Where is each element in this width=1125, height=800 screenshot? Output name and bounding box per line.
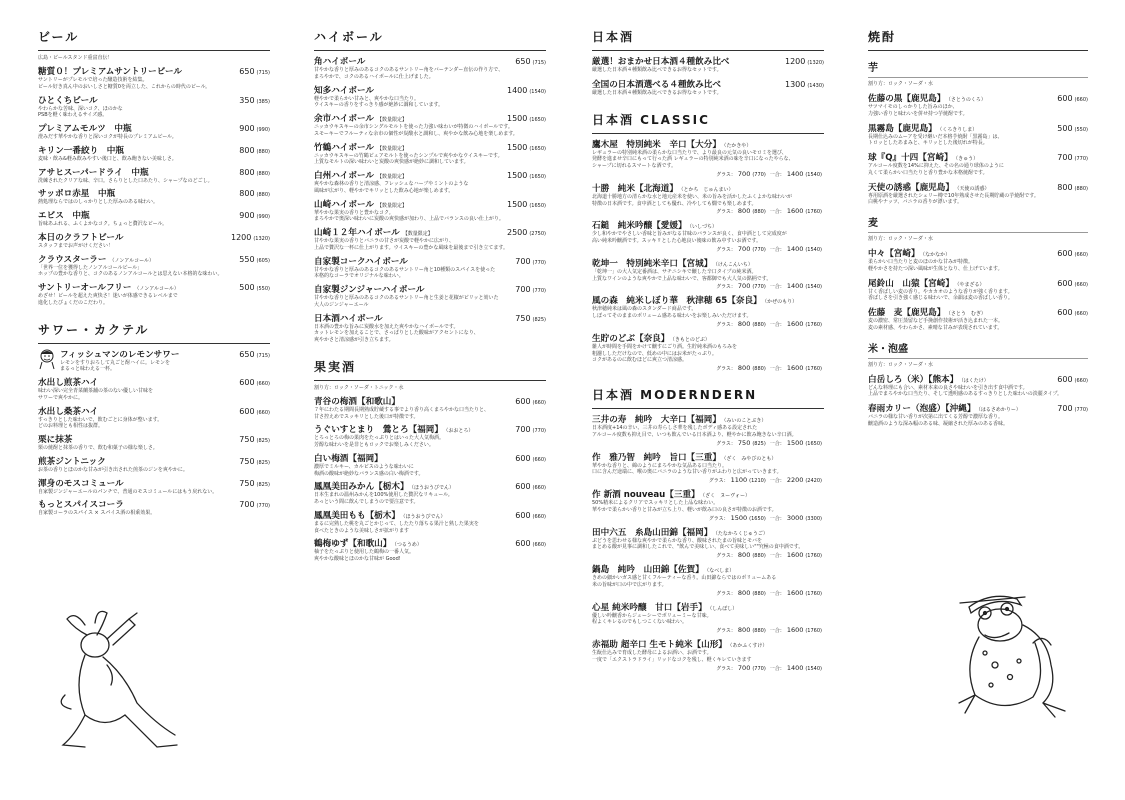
menu-item: アサヒスーパードライ 中瓶 800 (880) 洗練されたクリアな味、辛口。さらりとした口あたり、シャープなのどごし。 [38, 167, 270, 184]
menu-item: 青谷の梅酒【和歌山】 600 (660) ７年にわたる期間長期熟成貯蔵する事でより香り高くまろやかな口当たりと、 甘さ控えめでスッキリとした後口が特徴です。 [314, 396, 546, 420]
menu-item: 水出し桑茶ハイ 600 (660) すっきりとした味わいで、飲むごとに身体が整います。 どのお料理とも相性は抜群。 [38, 406, 270, 430]
menu-item: フィッシュマンのレモンサワー 650 (715) レモンをすりおろして丸ごと酎ハイに。レモンを まるっと味わえる一杯。 [38, 348, 270, 374]
fisherman-face-icon [38, 348, 56, 370]
menu-item: 山崎ハイボール 【数量限定】 1500 (1650) 華やかな果実の香りと豊かなコク。 まろやかで奥深い味わいに炭酸の爽快感が加わり、上品でバランスの良い仕上がり。 [314, 199, 546, 223]
column-beer-sour [38, 28, 270, 517]
subsection-title-mugi: 麦 [868, 214, 1088, 233]
menu-item: 田中六五 糸島山田錦【福岡】 （たなかろくじゅうご） ぶどうを思わせる様な爽やかで柔らかな香り、酸味されたまの旨味とモバを まとめる酸が見事に調和したこれで、"飲んで美味しい、食べて美味しい""究極の食中酒です。 グラス： 800 (880) 一合： 1600 (1760) [592, 527, 822, 559]
menu-item: 自家製ジンジャーハイボール 700 (770) 甘やかな香りと厚みのあるコクのあるサントリー角と生姜と花椒がピリッと効いた 大人のジンジャーエール [314, 285, 546, 308]
imo-note: 割り方：ロック・ソーダ・水 [868, 81, 933, 87]
menu-item: エビス 中瓶 900 (990) 旨味あふれる、ふくよかなコク。ちょっと贅沢なビール。 [38, 211, 270, 227]
menu-item: 渾身のモスコミュール 750 (825) 自家製ジンジャーエールのパンチで、普通のモスコミュールにはもう戻れない。 [38, 478, 270, 495]
menu-item: 日本酒ハイボール 750 (825) 日本酒の豊かな旨みに炭酸水を加えた爽やかなハイボールです。 カットレモンを加えることで、さっぱりとした酸味がアクセントになり、 爽やかさと清涼感が引き立ちます。 [314, 313, 546, 343]
menu-item: 知多ハイボール 1400 (1540) 軽やかで柔らかい甘みと、爽やかな口当たり。 ウイスキーの香りをすっきり感が絶妙に調和しています。 [314, 85, 546, 109]
menu-item: 鶴梅ゆず【和歌山】 （つるうめ） 600 (660) 柚子をたっぷりと使用した鶴梅の一番人気。 爽やかな酸味とほのかな甘味が Good! [314, 539, 546, 562]
menu-item: 佐藤の黒【鹿児島】 （さとうのくろ） 600 (660) サツマイモのしっかりした旨みのほか、 力強い香りと味わいを併せ持つ芋焼酎です。 [868, 94, 1088, 117]
sake-modern-list [592, 413, 824, 672]
subsection-title-kome: 米・泡盛 [868, 340, 1088, 359]
column-shochu [868, 28, 1088, 428]
menu-item: 煎茶ジントニック 750 (825) お茶の香りとほのかな甘みが引き出された煎茶のジンを爽やかに。 [38, 456, 270, 473]
menu-item: 白岳しろ（米）【熊本】 （はくたけ） 600 (660) どんな料理にも合い、素材本来の良さや味わいを引き出す食中酒です。 上品でまろやかな口当たり、そして透明感のあるすっきりとした味わいの淡麗タイプ。 [868, 374, 1088, 398]
menu-item: 竹鶴ハイボール 【数量限定】 1500 (1650) ニッカウキスキーの竹鶴ピュアモルトを使ったシンプルで爽やかなウイスキーです。 上質なモルトの深い味わいと炭酸の爽快感が絶妙に調和しています。 [314, 142, 546, 166]
menu-item: 白州ハイボール 【数量限定】 1500 (1650) 爽やかな森林の香りと清涼感、フレッシュなハーブやミントのような 風味が広がり、軽やかでキリッとした飲み心地が楽しめます。 [314, 171, 546, 194]
menu-item: 鳳凰美田みかん【栃木】 （ほうおうびでん） 600 (660) 日本生まれの温州みかんを100%使用した贅沢なリキュール。 あっという間に飲んでしまうので要注意です。 [314, 482, 546, 505]
menu-item: 糖質０！プレミアムサントリービール 650 (715) サントリーがプレモルで培った醸造技術を結集。 ビール好き真ん中のおいしさと糖質0を両立した、これからの時代のビール。 [38, 67, 270, 90]
menu-item: 佐藤 麦【鹿児島】 （さとう むぎ） 600 (660) 麦の濃密、常圧蒸留など手挽創作技術が活き込まれた一本。 麦の素材感、やわらかさ、素晴な甘みが表現されています。 [868, 308, 1088, 331]
menu-item: 風の森 純米しぼり華 秋津穂 65【奈良】 （かぜのもり） 秋津穂純米は風の森のスタンダード商品です。 しぼってそのままのボリューム感ある味わいをお楽しみいただけます。 グラス： 800 (880) 一合： 1600 (1760) [592, 296, 822, 328]
fruit-note: 割り方：ロック・ソーダ・トニック・水 [314, 384, 404, 391]
menu-item: 中々【宮崎】 （なかなか） 600 (660) 柔らかい口当たりと麦のほのかな甘みが特徴。 軽やかさを持たつ深い風味が生体となり、仕上げています。 [868, 249, 1088, 272]
section-title-shochu: 焼酎 [868, 28, 1088, 51]
menu-item: 尾鈴山 山猿【宮崎】 （やまざる） 600 (660) 甘く香ばしい麦の香り。やカカオのような香りが強く香ります。 香ばしさを引き強く感じる味わいで、余韻は麦の香ばしい香り。 [868, 278, 1088, 302]
kome-note: 割り方：ロック・ソーダ・水 [868, 361, 933, 368]
menu-item: サッポロ赤星 中瓶 800 (880) 熱処理ならではのしっかりとした厚みのある味わい。 [38, 189, 270, 206]
sake-classic-list [592, 138, 824, 373]
column-sake [592, 28, 824, 672]
kome-list [868, 373, 1088, 428]
sour-list [38, 348, 270, 518]
sake-list [592, 55, 824, 97]
section-title-sake-modern: 日本酒 MODERNDERN [592, 386, 824, 409]
menu-item: 赤福助 超辛口 生モト純米【山形】 （あかふくすけ） 生酛仕込みで育成した酵母によるお酒い、お酒です。 一度で「エクストラドライ」リッドなコクを残し、軽くキレていきます グラス： 700 (770) 一合： 1400 (1540) [592, 640, 822, 672]
menu-item: 厳選！おまかせ日本酒４種飲み比べ 1200 (1320) 厳選した日本酒４種類飲み比べできるお得なセットです。 [592, 57, 824, 73]
beer-list [38, 65, 270, 307]
menu-item: 全国の日本酒選べる４種飲み比べ 1300 (1430) 厳選した日本酒４種類飲み比べできるお得なセットです。 [592, 79, 824, 96]
menu-item: 栗に抹茶 750 (825) 栗の焼酎と抹茶の香りで、飲む和菓子の様な楽しさ。 [38, 435, 270, 451]
beer-intro: 広島・ビールスタンド重富直伝！ [38, 55, 113, 61]
rabbit-drinking-illustration [45, 605, 185, 755]
menu-item: サントリーオールフリー （ノンアルコール） 500 (550) めざせ！ビールを超えた爽快さ！迷いが体感できるレベルまで 進化したびょくだのこだわり。 [38, 283, 270, 306]
menu-item: 春雨カリー（泡盛）【沖縄】 （はるさめかりー） 700 (770) バニラの様な甘い香りが次第に出てくる芳醇で濃厚な香り。 醸造酒のような深み幅のある味、凝縮された厚みのある香味。 [868, 404, 1088, 427]
menu-item: プレミアムモルツ 中瓶 900 (990) 澄みだす華やかな香りと深いコクが特長のプレミアムビール。 [38, 124, 270, 140]
menu-item: 石鎚 純米吟醸【愛媛】 （いしづち） 少し和やかでやさしい香味と旨みがなる甘味のバランスが良く、食中酒として完成度が 高い純米吟醸酒です。スッキリとした心地良い後味の飲み中すいお酒です。 グラス： 700 (770) 一合： 1400 (1540) [592, 221, 822, 253]
menu-item: 白い梅酒【福岡】 600 (660) 濃厚でミルキー、カルピスのような味わいに 梅酒の酸味が絶妙なバランス感の白い梅酒です。 [314, 453, 546, 477]
menu-item: 十勝 純米【北海道】 （とかち じゅんまい） 北海道十勝地方の清らかな水と地元産米を使い、米の旨みを活かしたふくよかな味わいが 特徴の日本酒です。食中酒としても優れ、冷やしても燗でも楽しめます。 グラス： 800 (880) 一合： 1600 (1760) [592, 183, 822, 216]
section-title-sour: サワー・カクテル [38, 321, 270, 344]
highball-list [314, 55, 546, 344]
mugi-list [868, 247, 1088, 332]
subsection-title-imo: 芋 [868, 59, 1088, 78]
menu-item: 生貯のどぶ【奈良】 （きもとのどぶ） 雑人が時間を手間をかけて醸すにごり酒。生貯純米酒のもろみを 粗濾ししただけなので、低めの中にはお米がたっぷり。 コクがあるのに飲むほどに爽立つ清涼感。 グラス： 800 (880) 一合： 1600 (1760) [592, 333, 822, 372]
menu-item: 鷹木屋 特別純米 辛口【大分】 （たかきや） レギュラーの特別純米酒の柔らかな口当たりで、より最良の元気の良いモロミを選び、 発酵を進ませ辛口にもって行った酒 レギュラーの特別純米酒の味を辛口になったやらな、 シャープに切れるスマートな酒です。 グラス： 700 (770) 一合： 1400 (1540) [592, 139, 822, 178]
menu-item: 乾坤一 特別純米辛口【宮城】 （けんこんいち） 「乾坤一」の大人気定番酒は、サチニシキで醸した辛口タイプの純米酒。 上質なワインのような爽やかで上品な味わいで、客都御でも大人気の銘柄です。 グラス： 700 (770) 一合： 1400 (1540) [592, 258, 822, 291]
frog-drinking-illustration [955, 585, 1075, 720]
menu-item: 鍋島 純吟 山田錦【佐賀】 （なべしま） きめの細かいガス感と甘くフルーティーな香り。山田錦ならではのボリュームある 米の旨味が口の中で広がります。 グラス： 800 (880) 一合： 1600 (1760) [592, 565, 822, 597]
mugi-note: 割り方：ロック・ソーダ・水 [868, 236, 933, 242]
menu-item: 余市ハイボール 【数量限定】 1500 (1650) ニッカウキスキーの余市シングルモルトを使った力強い味わいが特徴のハイボールです。 スモーキーでフルーティな余市の個性が炭酸水と調和し、爽やかな飲み心地を楽しめます。 [314, 114, 546, 137]
menu-item: 自家製コークハイボール 700 (770) 甘やかな香りと厚みのあるコクのあるサントリー角と10種類のスパイスを使った 本格的なコーラでオリジナルな味わい。 [314, 256, 546, 280]
section-title-beer: ビール [38, 28, 270, 51]
section-title-sake-classic: 日本酒 CLASSIC [592, 111, 824, 134]
menu-item: 角ハイボール 650 (715) 甘やかな香りと厚みのあるコクのあるサントリー角をバーテンダー直伝の作り方で、 まろやかで、コクのあるハイボールに仕上げました。 [314, 57, 546, 80]
menu-item: 黒霧島【鹿児島】 （くろきりしま） 500 (550) 長期仕込みのムーアを受け継いだ本格芋焼酎「黒霧島」は、 トロッとしたあまみと、キリッとした後切れが特長。 [868, 123, 1088, 147]
menu-item: 山崎１２年ハイボール 【数量限定】 2500 (2750) 甘やかな果実の香りとバニラの甘さが炭酸で軽やかに広がり、 上品で贅沢な一杯に仕上がります。ウイスキーの豊かな風味を最後まで引き立てます。 [314, 228, 546, 251]
section-title-sake: 日本酒 [592, 28, 824, 51]
menu-item: うぐいすとまり 鶯とろ【福岡】 （おおとろ） 700 (770) とろっとろの梅の果肉をたっぷりとはいった大人気梅酒。 芳醇な味わいを是非ともロックでお楽しみください。 [314, 425, 546, 448]
section-title-highball: ハイボール [314, 28, 546, 51]
column-highball-fruit [314, 28, 546, 563]
menu-item: 鳳凰美田もも【栃木】 （ほうおうびでん） 600 (660) まるに完熟した桃を丸ごとかじって、したたり落ちる果汁と熟した果実を 食べたときのような美味しさが拡がります [314, 510, 546, 534]
fruit-list [314, 395, 546, 563]
menu-item: もっとスパイスコーラ 700 (770) 自家製コーラのスパイス × スパイス酒の相乗効果。 [38, 500, 270, 517]
menu-item: キリン一番絞り 中瓶 800 (880) 麦味・飲み&軽み飲みやすい後口と、飲み飽きない美味しさ。 [38, 145, 270, 162]
menu-item: 天使の誘惑【鹿児島】 （天使の誘惑） 800 (880) 専用原酒を厳選されたシェリー樽で10年熟成させた長期貯蔵の芋焼酎です。 白桃やナッツ、バニラの香りが漂います。 [868, 182, 1088, 206]
menu-item: 球『Q』十四【宮崎】 （きゅう） 700 (770) アルコール度数を14%に抑えた、その名の通り球体のように 丸くて柔らかい口当たりと香り豊かな本格焼酎です。 [868, 153, 1088, 176]
menu-item: 心星 純米吟醸 甘口【岩手】 （しんぼし） 優しい吟醸香からジューシーでボリューミーな甘味。 程よくキレるのでもしつこくない味わい。 グラス： 800 (880) 一合： 1600 (1760) [592, 602, 822, 634]
menu-item: 水出し煎茶ハイ 600 (660) 味わい深い完全青菜蘭茶舗の茶のない優しい甘味を サワーで爽やかに。 [38, 378, 270, 401]
menu-item: 作 新酒 nouveau【三重】 （ざく ヌーヴォー） 50%精米によるクリアでスッキリとした上品な味わい。 華やかで柔らかい香りと甘みが立ち上り、軽いが飲み口の良さが特徴のお酒です。 グラス： 1500 (1650) 一合： 3000 (3300) [592, 490, 822, 522]
menu-item: 作 雅乃智 純吟 旨口【三重】 （ざく みやびのとも） 華やかな香りと、綿のようにまろやかな気品ある口当たり。 口に含んだ途端に、喉の奥にバニラのような甘い香りがふわりと広がっていきます。 グラス： 1100 (1210) 一合： 2200 (2420) [592, 452, 822, 484]
menu-item: 三井の寿 純吟 大辛口【福岡】 （みいのことぶき） 日本酒度+14の辛い、三井の寿らしさ華を残したボディ感ある設定された アルコール度数も抑え目で、いつも飲んでいる日本酒より、軽やかに飲み飽きない辛口酒。 グラス： 750 (825) 一合： 1500 (1650) [592, 415, 822, 447]
section-title-fruit: 果実酒 [314, 358, 546, 381]
menu-item: 本日のクラフトビール 1200 (1320) スタッフまでお声がけください！ [38, 232, 270, 249]
menu-item: クラウスターラー （ノンアルコール） 550 (605) 「世界一位を獲得したノンアルコールビール」 ホップの豊かな香りと、コクのあるノンアルコールとは思えない本格的な味わい。 [38, 254, 270, 278]
imo-list [868, 92, 1088, 206]
menu-item: ひとくちビール 350 (385) やわらかな苦味、深いコク、ほのかな PSBを軽く味わえるサイズ感。 [38, 95, 270, 119]
